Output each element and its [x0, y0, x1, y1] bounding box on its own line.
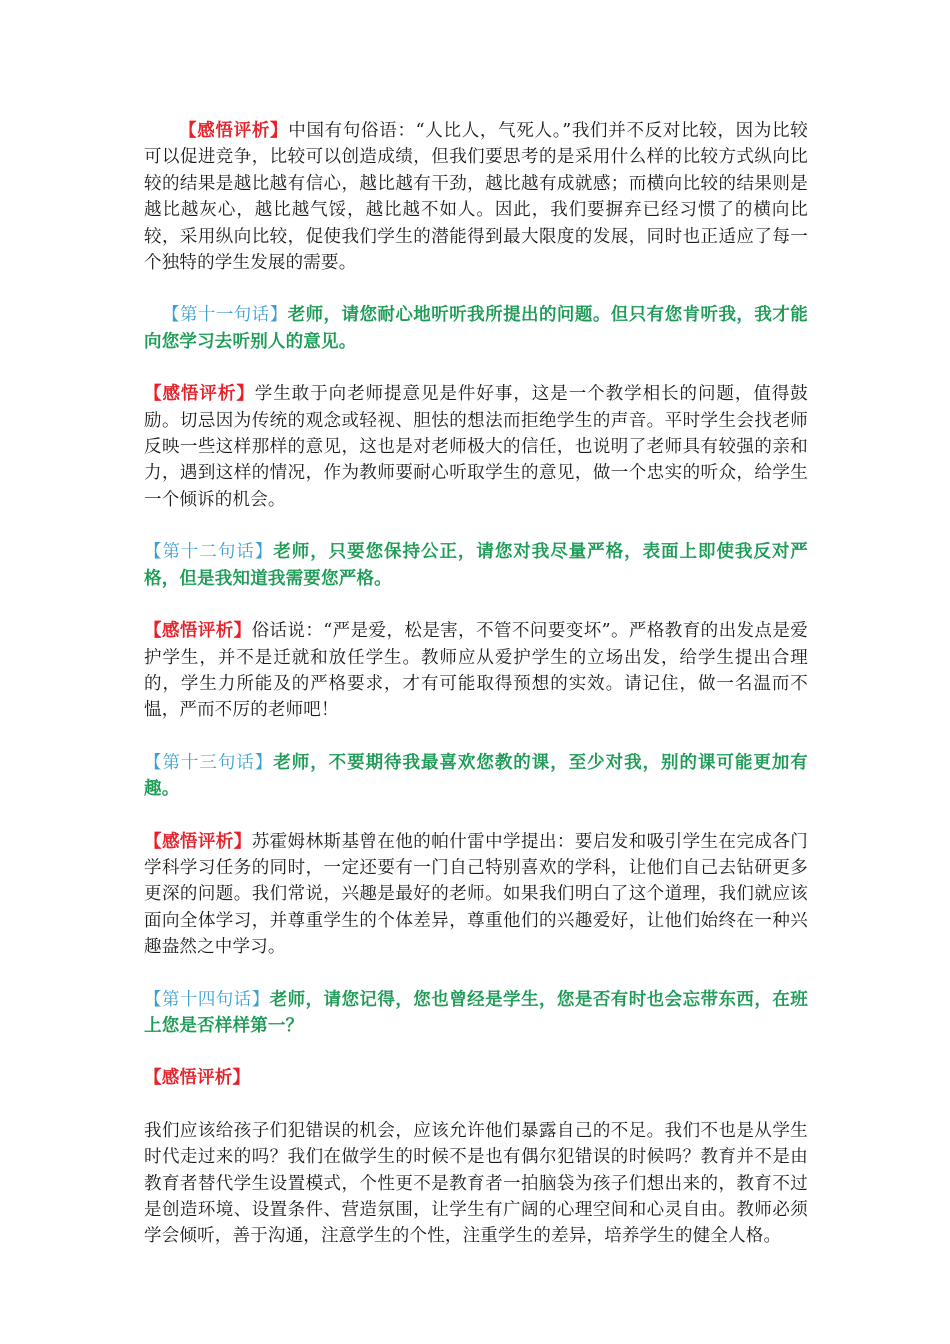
- quote-text: 老师，不要期待我最喜欢您教的课，至少对我，别的课可能更加有趣。: [144, 752, 808, 800]
- analysis-text: 苏霍姆林斯基曾在他的帕什雷中学提出：要启发和吸引学生在完成各门学科学习任务的同时，一定还要有一门自己特别喜欢的学科，让他们自己去钻研更多更深的问题。我们常说，兴趣是最好的老师。如果我们明白了这个道理，我们就应该面向全体学习，并尊重学生的个体差异，尊重他们的兴趣爱好，让他们始终在一种兴趣盎然之中学习。: [144, 831, 808, 958]
- analysis-paragraph-11: [144, 381, 808, 513]
- quote-label: 【第十四句话】: [144, 989, 270, 1010]
- quote-paragraph-13: [144, 750, 808, 803]
- analysis-label: 【感悟评析】: [144, 831, 252, 852]
- analysis-text: 我们应该给孩子们犯错误的机会，应该允许他们暴露自己的不足。我们不也是从学生时代走过来的吗？我们在做学生的时候不是也有偶尔犯错误的时候吗？教育并不是由教育者替代学生设置模式，个性更不是教育者一拍脑袋为孩子们想出来的，教育不过是创造环境、设置条件、营造氛围，让学生有广阔的心理空间和心灵自由。教师必须学会倾听，善于沟通，注意学生的个性，注重学生的差异，培养学生的健全人格。: [144, 1120, 808, 1247]
- analysis-paragraph-13: [144, 829, 808, 961]
- quote-label: 【第十一句话】: [162, 305, 288, 326]
- analysis-text: 俗话说：“严是爱，松是害，不管不问要变坏”。严格教育的出发点是爱护学生，并不是迁就和放任学生。教师应从爱护学生的立场出发，给学生提出合理的，学生力所能及的严格要求，才有可能取得预想的实效。请记住，做一名温而不愠，严而不厉的老师吧！: [144, 621, 808, 721]
- quote-label: 【第十三句话】: [144, 752, 274, 773]
- analysis-label: 【感悟评析】: [144, 1068, 251, 1089]
- analysis-label: 【感悟评析】: [144, 621, 252, 642]
- analysis-heading-14: [144, 1065, 808, 1091]
- quote-paragraph-11: [144, 302, 808, 355]
- analysis-label: 【感悟评析】: [144, 384, 255, 405]
- analysis-paragraph-12: [144, 618, 808, 724]
- analysis-text: 学生敢于向老师提意见是件好事，这是一个教学相长的问题，值得鼓励。切忌因为传统的观念或轻视、胆怯的想法而拒绝学生的声音。平时学生会找老师反映一些这样那样的意见，这也是对老师极大的信任，也说明了老师具有较强的亲和力，遇到这样的情况，作为教师要耐心听取学生的意见，做一个忠实的听众，给学生一个倾诉的机会。: [144, 384, 808, 510]
- quote-label: 【第十二句话】: [144, 542, 274, 563]
- quote-text: 老师，请您记得，您也曾经是学生，您是否有时也会忘带东西，在班上您是否样样第一？: [144, 989, 808, 1036]
- analysis-paragraph-14: [144, 1118, 808, 1250]
- quote-text: 老师，请您耐心地听听我所提出的问题。但只有您肯听我，我才能向您学习去听别人的意见。: [144, 305, 808, 352]
- analysis-text: 中国有句俗语：“人比人，气死人。”我们并不反对比较，因为比较可以促进竞争，比较可以创造成绩，但我们要思考的是采用什么样的比较方式纵向比较的结果是越比越有信心，越比越有干劲，越比越有成就感；而横向比较的结果则是越比越灰心，越比越气馁，越比越不如人。因此，我们要摒弃已经习惯了的横向比较，采用纵向比较，促使我们学生的潜能得到最大限度的发展，同时也正适应了每一个独特的学生发展的需要。: [144, 121, 808, 274]
- quote-paragraph-12: [144, 539, 808, 592]
- quote-text: 老师，只要您保持公正，请您对我尽量严格，表面上即使我反对严格，但是我知道我需要您严格。: [144, 542, 808, 589]
- analysis-paragraph-10: [144, 118, 808, 276]
- quote-paragraph-14: [144, 987, 808, 1040]
- analysis-label: 【感悟评析】: [179, 121, 289, 141]
